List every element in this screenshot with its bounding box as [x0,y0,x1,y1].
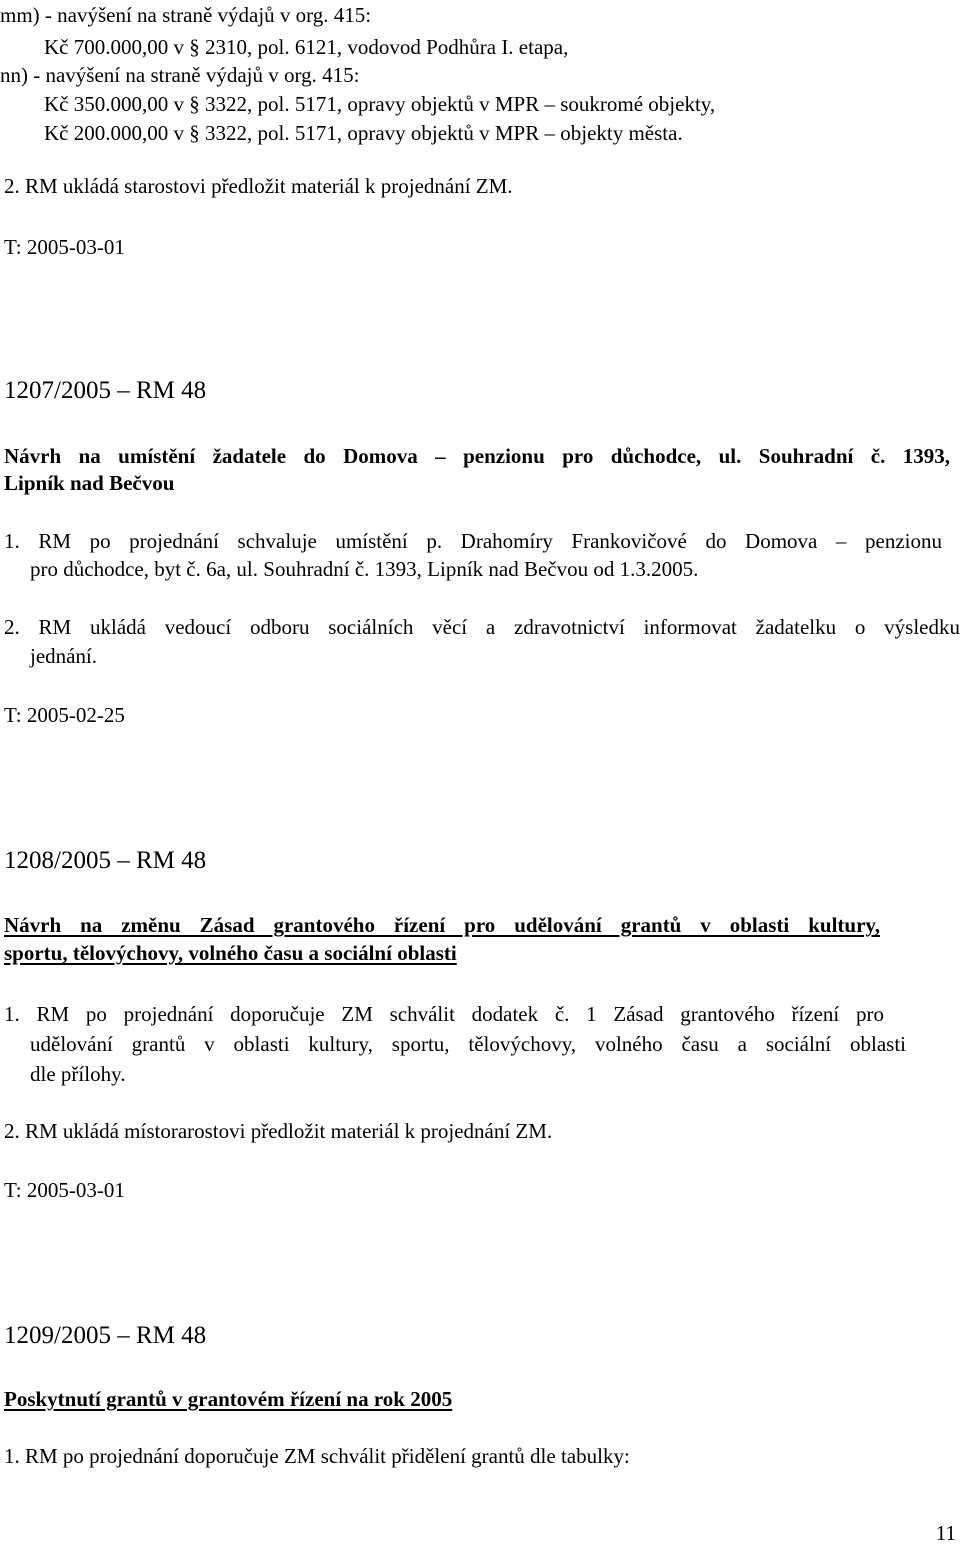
resolution-1208-heading-2: sportu, tělovýchovy, volného času a sociální oblasti [4,941,457,965]
resolution-1207-point-2: 2. RM ukládá vedoucí odboru sociálních věcí a zdravotnictví informovat žadatelku o výsledku [4,615,960,639]
list-item-mm: mm) - navýšení na straně výdajů v org. 415: [0,3,372,27]
resolution-1208-heading-1: Návrh na změnu Zásad grantového řízení pro udělování grantů v oblasti kultury, [4,913,880,937]
resolution-1208-point-2: 2. RM ukládá místorarostovi předložit materiál k projednání ZM. [4,1119,553,1143]
resolution-1207-heading-1: Návrh na umístění žadatele do Domova – penzionu pro důchodce, ul. Souhradní č. 1393, [4,444,950,468]
resolution-1208-point-1-cont-2: dle přílohy. [30,1062,126,1086]
list-item-nn-amount-1: Kč 350.000,00 v § 3322, pol. 5171, opravy objektů v MPR – soukromé objekty, [44,92,716,116]
resolution-1207-point-2-cont: jednání. [30,644,98,668]
resolution-1209-point-1: 1. RM po projednání doporučuje ZM schválit přidělení grantů dle tabulky: [4,1444,630,1468]
list-item-nn: nn) - navýšení na straně výdajů v org. 415: [0,63,360,87]
list-item-mm-amount: Kč 700.000,00 v § 2310, pol. 6121, vodovod Podhůra I. etapa, [44,35,569,59]
resolution-1207-term: T: 2005-02-25 [4,703,125,727]
resolution-1208-point-1: 1. RM po projednání doporučuje ZM schválit dodatek č. 1 Zásad grantového řízení pro [4,1002,884,1026]
list-item-nn-amount-2: Kč 200.000,00 v § 3322, pol. 5171, opravy objektů v MPR – objekty města. [44,121,683,145]
resolution-1207-title: 1207/2005 – RM 48 [4,377,207,404]
resolution-1209-heading: Poskytnutí grantů v grantovém řízení na rok 2005 [4,1387,453,1411]
resolution-1207-point-1: 1. RM po projednání schvaluje umístění p. Drahomíry Frankovičové do Domova – penzionu [4,529,942,553]
page-number: 11 [935,1521,956,1545]
resolution-1208-title: 1208/2005 – RM 48 [4,847,207,874]
resolution-1209-title: 1209/2005 – RM 48 [4,1322,207,1349]
resolution-1207-point-1-cont: pro důchodce, byt č. 6a, ul. Souhradní č. 1393, Lipník nad Bečvou od 1.3.2005. [30,557,699,581]
intro-term: T: 2005-03-01 [4,235,125,259]
resolution-1208-term: T: 2005-03-01 [4,1178,125,1202]
intro-point-2: 2. RM ukládá starostovi předložit materiál k projednání ZM. [4,174,513,198]
resolution-1207-heading-2: Lipník nad Bečvou [4,471,175,495]
resolution-1208-point-1-cont: udělování grantů v oblasti kultury, sportu, tělovýchovy, volného času a sociální oblasti [30,1032,906,1056]
